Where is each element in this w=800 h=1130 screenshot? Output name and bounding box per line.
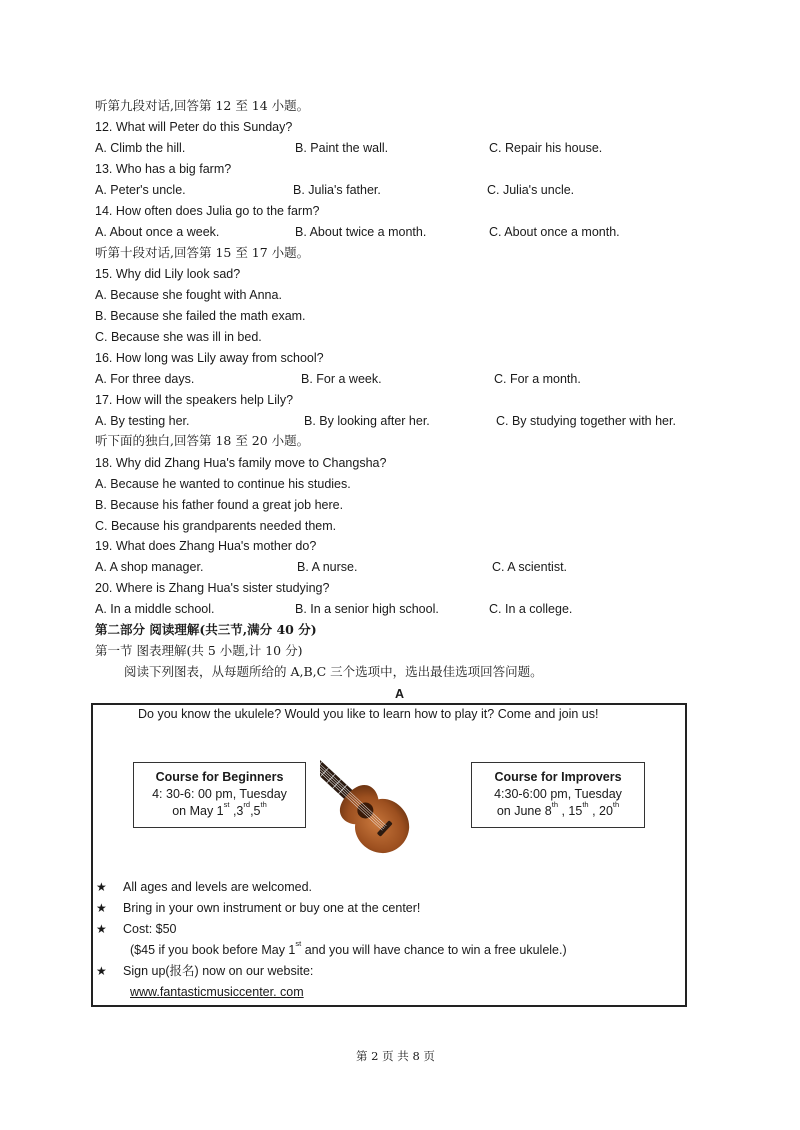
option-b: B. Because his father found a great job here. [95, 498, 344, 512]
question-text: 19. What does Zhang Hua's mother do? [95, 539, 317, 553]
star-bullet-icon: ★ [96, 880, 107, 894]
star-bullet-icon: ★ [96, 922, 107, 936]
cost-note: ($45 if you book before May 1st and you will have chance to win a free ukulele.) [130, 939, 567, 957]
option-b: B. About twice a month. [295, 225, 427, 239]
page-number: 第 2 页 共 8 页 [356, 1049, 435, 1063]
option-a: A. Peter's uncle. [95, 183, 186, 197]
star-bullet-icon: ★ [96, 964, 107, 978]
bullet-text: Sign up(报名) now on our website: [123, 964, 314, 978]
question-text: 18. Why did Zhang Hua's family move to Changsha? [95, 456, 387, 470]
bullet-text: Cost: $50 [123, 922, 177, 936]
course-title: Course for Beginners [155, 770, 284, 784]
option-a: A. Because he wanted to continue his studies. [95, 477, 351, 491]
option-c: C. Because she was ill in bed. [95, 330, 262, 344]
section-heading: 听第十段对话,回答第 15 至 17 小题。 [95, 245, 310, 260]
option-c: C. Repair his house. [489, 141, 603, 155]
option-b: B. For a week. [301, 372, 382, 386]
question-text: 17. How will the speakers help Lily? [95, 393, 294, 407]
bullet-text: Bring in your own instrument or buy one at the center! [123, 901, 421, 915]
question-text: 13. Who has a big farm? [95, 162, 232, 176]
course-time: 4:30-6:00 pm, Tuesday [494, 787, 622, 801]
option-a: A. Climb the hill. [95, 141, 186, 155]
ukulele-illustration [320, 728, 460, 860]
bullet-text: All ages and levels are welcomed. [123, 880, 312, 894]
option-b: B. Julia's father. [293, 183, 381, 197]
section-title: 第一节 图表理解(共 5 小题,计 10 分) [95, 643, 303, 658]
option-c: C. Because his grandparents needed them. [95, 519, 337, 533]
option-b: B. Paint the wall. [295, 141, 389, 155]
option-c: C. Julia's uncle. [487, 183, 575, 197]
section-heading: 听下面的独白,回答第 18 至 20 小题。 [95, 433, 310, 448]
question-text: 12. What will Peter do this Sunday? [95, 120, 293, 134]
option-c: C. About once a month. [489, 225, 620, 239]
option-a: A. By testing her. [95, 414, 190, 428]
option-a: A. Because she fought with Anna. [95, 288, 282, 302]
question-text: 16. How long was Lily away from school? [95, 351, 324, 365]
website-link[interactable]: www.fantasticmusiccenter. com [130, 985, 304, 999]
option-a: A. A shop manager. [95, 560, 204, 574]
option-b: B. In a senior high school. [295, 602, 439, 616]
option-c: C. For a month. [494, 372, 581, 386]
option-a: A. In a middle school. [95, 602, 215, 616]
option-a: A. For three days. [95, 372, 195, 386]
option-b: B. A nurse. [297, 560, 358, 574]
option-c: C. A scientist. [492, 560, 568, 574]
question-text: 20. Where is Zhang Hua's sister studying? [95, 581, 330, 595]
question-text: 14. How often does Julia go to the farm? [95, 204, 320, 218]
course-dates: on June 8th , 15th , 20th [496, 800, 620, 818]
star-bullet-icon: ★ [96, 901, 107, 915]
option-c: C. By studying together with her. [496, 414, 676, 428]
ad-intro: Do you know the ukulele? Would you like to learn how to play it? Come and join us! [138, 707, 599, 721]
part-title: 第二部分 阅读理解(共三节,满分 40 分) [95, 622, 317, 637]
option-b: B. By looking after her. [304, 414, 430, 428]
course-dates: on May 1st ,3rd,5th [172, 800, 267, 818]
passage-label: A [395, 687, 405, 701]
improvers-course-box [471, 762, 645, 828]
course-title: Course for Improvers [494, 770, 622, 784]
instruction-text: 阅读下列图表，从每题所给的 A,B,C 三个选项中，选出最佳选项回答问题。 [124, 664, 543, 679]
option-b: B. Because she failed the math exam. [95, 309, 306, 323]
option-c: C. In a college. [489, 602, 573, 616]
section-heading: 听第九段对话,回答第 12 至 14 小题。 [95, 98, 310, 113]
course-time: 4: 30-6: 00 pm, Tuesday [152, 787, 287, 801]
question-text: 15. Why did Lily look sad? [95, 267, 241, 281]
option-a: A. About once a week. [95, 225, 220, 239]
beginners-course-box [133, 762, 306, 828]
